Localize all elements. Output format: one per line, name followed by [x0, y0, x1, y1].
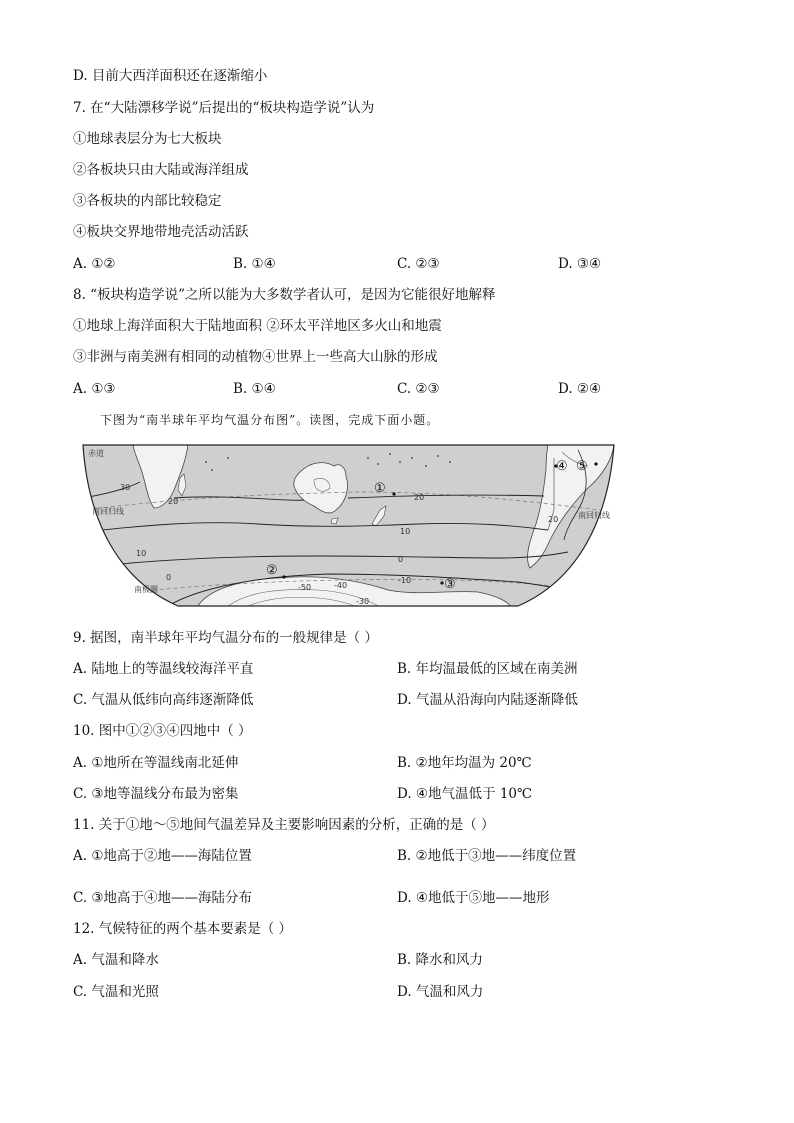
q9-option-d: D. 气温从沿海向内陆逐渐降低 [397, 692, 578, 708]
label-iso-10a: 10 [136, 549, 147, 558]
q7-statement-4: ④板块交界地带地壳活动活跃 [73, 224, 249, 240]
q9-stem: 9. 据图，南半球年平均气温分布的一般规律是（ ） [73, 630, 378, 646]
q12-option-c: C. 气温和光照 [73, 984, 159, 1000]
label-iso-20b: 20 [168, 497, 179, 506]
q9-option-b: B. 年均温最低的区域在南美洲 [397, 661, 578, 677]
q11-option-b: B. ②地低于③地——纬度位置 [397, 848, 577, 864]
q12-stem: 12. 气候特征的两个基本要素是（ ） [73, 921, 293, 937]
marker-2-label: ② [266, 563, 278, 578]
q7-statement-2: ②各板块只由大陆或海洋组成 [73, 162, 249, 178]
marker-4-label: ④ [556, 459, 568, 474]
marker-1-label: ① [374, 481, 386, 496]
q12-option-d: D. 气温和风力 [397, 984, 484, 1000]
label-iso-20c: 20 [548, 515, 559, 524]
q8-option-a: A. ①③ [73, 381, 116, 397]
label-iso-20a: 20 [414, 493, 425, 502]
q7-statement-1: ①地球表层分为七大板块 [73, 131, 222, 147]
marker-3-label: ③ [444, 577, 456, 592]
q10-option-d: D. ④地气温低于 10℃ [397, 786, 533, 802]
label-polar-circle: 南极圈 [134, 585, 158, 594]
q7-stem: 7. 在“大陆漂移学说”后提出的“板块构造学说”认为 [73, 100, 375, 116]
q9-option-c: C. 气温从低纬向高纬逐渐降低 [73, 692, 254, 708]
q8-option-d: D. ②④ [558, 381, 602, 397]
q7-option-b: B. ①④ [233, 256, 276, 272]
q11-stem: 11. 关于①地～⑤地间气温差异及主要影响因素的分析，正确的是（ ） [73, 817, 495, 833]
label-iso-10b: 10 [400, 527, 411, 536]
marker-5-dot [594, 462, 597, 465]
q8-stem: 8. “板块构造学说”之所以能为大多数学者认可，是因为它能很好地解释 [73, 287, 496, 303]
label-tropic-right: 南回归线 [578, 511, 610, 520]
southern-hemisphere-temperature-map [78, 440, 618, 610]
label-tropic-left: 南回归线 [92, 507, 124, 516]
marker-2-dot [282, 575, 285, 578]
q11-option-a: A. ①地高于②地——海陆位置 [73, 848, 252, 864]
q8-statement-12: ①地球上海洋面积大于陆地面积 ②环太平洋地区多火山和地震 [73, 318, 442, 334]
q7-statement-3: ③各板块的内部比较稳定 [73, 193, 222, 209]
marker-5-label: ⑤ [576, 459, 588, 474]
figure-intro: 下图为“南半球年平均气温分布图”。读图，完成下面小题。 [100, 413, 440, 427]
label-iso-minus40: -40 [334, 581, 348, 590]
q10-option-a: A. ①地所在等温线南北延伸 [73, 755, 239, 771]
label-iso-0b: 0 [398, 555, 404, 564]
label-iso-minus10: -10 [398, 576, 412, 585]
q6-option-d: D. 目前大西洋面积还在逐渐缩小 [73, 68, 268, 84]
q10-stem: 10. 图中①②③④四地中（ ） [73, 723, 252, 739]
label-iso-minus50: -50 [298, 583, 312, 592]
q7-option-d: D. ③④ [558, 256, 602, 272]
q11-option-d: D. ④地低于⑤地——地形 [397, 890, 550, 906]
q10-option-b: B. ②地年均温为 20℃ [397, 755, 532, 771]
label-iso-30: 30 [120, 483, 131, 492]
label-iso-minus30: -30 [356, 597, 370, 606]
q8-option-c: C. ②③ [397, 381, 440, 397]
label-iso-0a: 0 [166, 573, 172, 582]
q12-option-b: B. 降水和风力 [397, 952, 484, 968]
q8-option-b: B. ①④ [233, 381, 276, 397]
marker-1-dot [392, 492, 395, 495]
label-equator: 赤道 [88, 449, 104, 458]
q12-option-a: A. 气温和降水 [73, 952, 159, 968]
q10-option-c: C. ③地等温线分布最为密集 [73, 786, 239, 802]
q8-statement-34: ③非洲与南美洲有相同的动植物④世界上一些高大山脉的形成 [73, 349, 438, 365]
q11-option-c: C. ③地高于④地——海陆分布 [73, 890, 253, 906]
q7-option-a: A. ①② [73, 256, 116, 272]
q7-option-c: C. ②③ [397, 256, 440, 272]
q9-option-a: A. 陆地上的等温线较海洋平直 [73, 661, 254, 677]
